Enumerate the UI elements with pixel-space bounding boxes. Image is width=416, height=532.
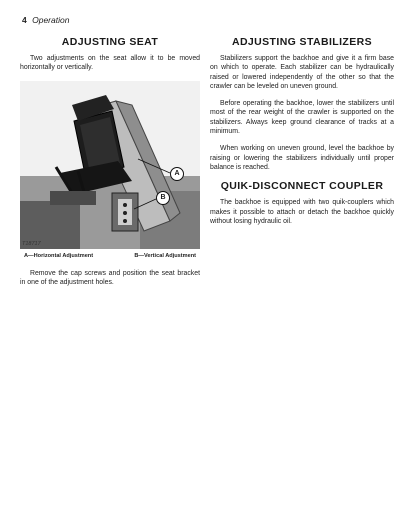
page-number: 4 xyxy=(22,15,27,25)
stabilizers-paragraph-3: When working on uneven ground, level the backhoe by raising or lowering the stabilizers individually until proper balance is reached. xyxy=(210,145,394,171)
heading-quik-disconnect-coupler: QUIK-DISCONNECT COUPLER xyxy=(220,180,384,193)
page-header xyxy=(22,15,69,25)
seat-intro: Two adjustments on the seat allow it to be moved horizontally or vertically. xyxy=(20,55,200,72)
figure-captions xyxy=(24,253,196,259)
caption-horizontal: A—Horizontal Adjustment xyxy=(24,252,94,259)
seat-photo xyxy=(20,81,200,249)
seat-illustration xyxy=(20,81,200,249)
caption-vertical: B—Vertical Adjustment xyxy=(134,252,196,259)
stabilizers-paragraph-2: Before operating the backhoe, lower the stabilizers until most of the rear weight of the crawler is supported on the stabilizers. Always keep ground clearance of tracks at a minimum. xyxy=(210,100,394,136)
section-title: Operation xyxy=(32,15,70,25)
right-column xyxy=(210,36,394,234)
figure-code: T18717 xyxy=(22,240,41,247)
heading-adjusting-seat: ADJUSTING SEAT xyxy=(61,36,159,48)
callout-a: A xyxy=(170,167,184,181)
coupler-paragraph: The backhoe is equipped with two quik-couplers which makes it possible to attach or detach the backhoe quickly without losing hydraulic oil. xyxy=(210,199,394,225)
seat-instruction: Remove the cap screws and position the seat bracket in one of the adjustment holes. xyxy=(20,269,200,286)
callout-b: B xyxy=(156,191,170,205)
heading-adjusting-stabilizers: ADJUSTING STABILIZERS xyxy=(231,36,373,48)
stabilizers-paragraph-1: Stabilizers support the backhoe and give it a firm base on which to operate. Each stabilizer can be hydraulically raised or lowered independently of the other so that the crawler can be leveled on uneven ground. xyxy=(210,55,394,90)
left-column xyxy=(20,36,200,295)
